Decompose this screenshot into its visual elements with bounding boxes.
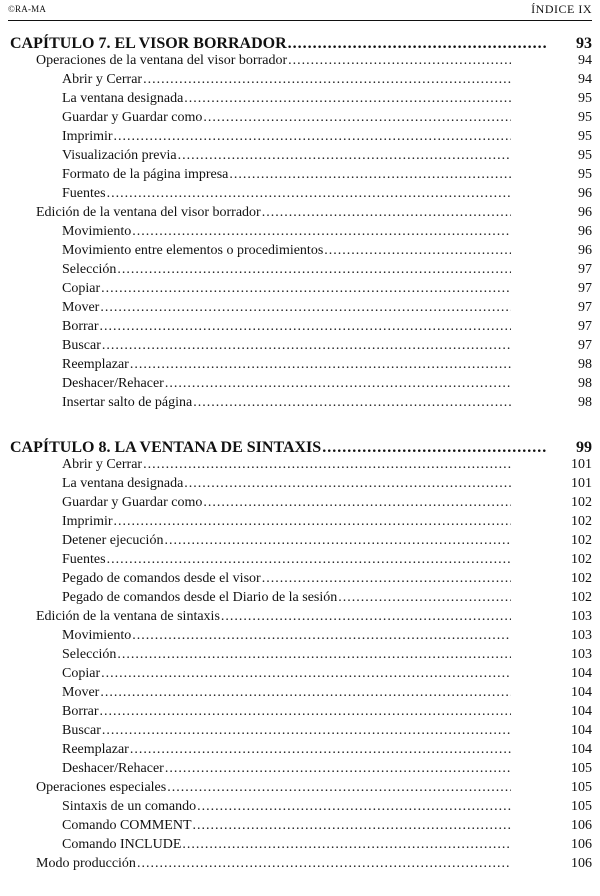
toc-entry-title: Pegado de comandos desde el visor <box>62 571 261 586</box>
toc-subsection-entry <box>62 533 592 549</box>
toc-entry-page-number: 103 <box>571 628 592 643</box>
dot-leader <box>130 742 511 758</box>
toc-entry-title: Sintaxis de un comando <box>62 799 197 814</box>
toc-entry-page-number: 104 <box>571 685 592 700</box>
toc-subsection-entry <box>62 395 592 411</box>
toc-entry-title: Buscar <box>62 723 101 738</box>
dot-leader <box>203 110 511 126</box>
toc-entry-page-number: 93 <box>576 35 592 52</box>
toc-entry-title: Edición de la ventana del visor borrador <box>36 205 261 220</box>
toc-entry-page-number: 102 <box>571 533 592 548</box>
toc-entry-title: Visualización previa <box>62 148 177 163</box>
toc-entry-title: Selección <box>62 647 117 662</box>
toc-section-entry <box>36 856 592 872</box>
toc-entry-title: Reemplazar <box>62 742 129 757</box>
dot-leader <box>101 666 511 682</box>
toc-subsection-entry <box>62 300 592 316</box>
dot-leader <box>193 395 511 411</box>
toc-entry-page-number: 106 <box>571 856 592 871</box>
toc-subsection-entry <box>62 799 592 815</box>
dot-leader <box>193 818 512 834</box>
toc-subsection-entry <box>62 837 592 853</box>
toc-subsection-entry <box>62 243 592 259</box>
toc-entry-title: Copiar <box>62 666 101 681</box>
dot-leader <box>130 357 511 373</box>
toc-entry-page-number: 99 <box>576 439 592 456</box>
dot-leader <box>297 0 511 2</box>
toc-entry-page-number: 106 <box>571 818 592 833</box>
dot-leader <box>322 439 547 457</box>
toc-entry-page-number: 103 <box>571 609 592 624</box>
toc-entry-page-number <box>512 0 592 2</box>
toc-entry-page-number: 101 <box>571 476 592 491</box>
toc-entry-title: Detener ejecución <box>62 533 164 548</box>
toc-entry-page-number: 95 <box>578 167 592 182</box>
toc-subsection-entry <box>62 476 592 492</box>
dot-leader <box>165 761 511 777</box>
toc-entry-title: Formato de la página impresa <box>62 167 229 182</box>
toc-entry-title: Fuentes <box>62 552 106 567</box>
toc-entry-title: Reemplazar <box>62 357 129 372</box>
dot-leader <box>107 552 511 568</box>
dot-leader <box>114 514 511 530</box>
toc-entry-title: La ventana designada <box>62 476 184 491</box>
toc-section-entry <box>36 205 592 221</box>
dot-leader <box>184 476 511 492</box>
running-title: ÍNDICE IX <box>531 2 592 16</box>
toc-entry-title: Edición de la ventana de sintaxis <box>36 609 220 624</box>
toc-section-entry <box>36 609 592 625</box>
dot-leader <box>178 148 511 164</box>
dot-leader <box>182 837 511 853</box>
toc-subsection-entry <box>62 514 592 530</box>
toc-subsection-entry <box>62 571 592 587</box>
toc-entry-page-number: 102 <box>571 514 592 529</box>
toc-subsection-entry <box>62 761 592 777</box>
toc-entry-page-number: 104 <box>571 742 592 757</box>
toc-entry-page-number: 97 <box>578 319 592 334</box>
toc-entry-page-number: 97 <box>578 300 592 315</box>
dot-leader <box>101 281 511 297</box>
dot-leader <box>167 780 511 796</box>
dot-leader <box>102 338 511 354</box>
publisher-mark: ©RA-MA <box>8 4 47 14</box>
toc-subsection-entry <box>62 376 592 392</box>
toc-subsection-entry <box>62 319 592 335</box>
toc-subsection-entry <box>62 167 592 183</box>
dot-leader <box>137 856 511 872</box>
toc-entry-page-number: 97 <box>578 262 592 277</box>
toc-entry-page-number: 96 <box>578 243 592 258</box>
toc-entry-page-number: 102 <box>571 552 592 567</box>
dot-leader <box>114 129 511 145</box>
toc-section-entry <box>36 780 592 796</box>
dot-leader <box>100 319 511 335</box>
toc-subsection-entry <box>62 262 592 278</box>
toc-subsection-entry <box>62 148 592 164</box>
toc-entry-page-number: 96 <box>578 186 592 201</box>
toc-entry-title: Deshacer/Rehacer <box>62 376 164 391</box>
toc-entry-title: Mover <box>62 300 100 315</box>
toc-entry-title: Movimiento <box>62 224 132 239</box>
dot-leader <box>324 243 511 259</box>
toc-entry-page-number: 106 <box>571 837 592 852</box>
toc-entry-page-number: 97 <box>578 338 592 353</box>
dot-leader <box>197 799 511 815</box>
toc-entry-page-number: 96 <box>578 224 592 239</box>
toc-subsection-entry <box>62 818 592 834</box>
dot-leader <box>221 609 511 625</box>
dot-leader <box>184 91 511 107</box>
toc-entry-page-number: 104 <box>571 666 592 681</box>
toc-chapter-entry <box>10 439 592 457</box>
toc-entry-title: Fuentes <box>62 186 106 201</box>
toc-entry-page-number: 94 <box>578 53 592 68</box>
toc-entry-title: La ventana designada <box>62 91 184 106</box>
dot-leader <box>338 590 511 606</box>
toc-entry-page-number: 101 <box>571 457 592 472</box>
dot-leader <box>288 53 511 69</box>
dot-leader <box>102 723 511 739</box>
toc-entry-title: Guardar y Guardar como <box>62 495 203 510</box>
dot-leader <box>288 35 547 53</box>
dot-leader <box>117 647 511 663</box>
toc-entry-title: Mover <box>62 685 100 700</box>
toc-subsection-entry <box>62 666 592 682</box>
toc-entry-title: Buscar <box>62 338 101 353</box>
toc-entry-page-number: 97 <box>578 281 592 296</box>
toc-entry-title: Borrar <box>62 319 99 334</box>
toc-entry-title: Deshacer/Rehacer <box>62 761 164 776</box>
toc-entry-title: Comando COMMENT <box>62 818 192 833</box>
toc-subsection-entry <box>62 186 592 202</box>
toc-subsection-entry <box>62 495 592 511</box>
toc-entry-title: Pegado de comandos desde el Diario de la sesión <box>62 590 338 605</box>
toc-subsection-entry <box>62 742 592 758</box>
dot-leader <box>203 495 511 511</box>
toc-subsection-entry <box>62 357 592 373</box>
toc-subsection-entry <box>62 110 592 126</box>
toc-entry-page-number: 104 <box>571 723 592 738</box>
toc-subsection-entry <box>62 590 592 606</box>
toc-entry-title: CAPÍTULO 8. LA VENTANA DE SINTAXIS <box>10 439 322 456</box>
toc-subsection-entry <box>62 628 592 644</box>
toc-entry-page-number: 95 <box>578 91 592 106</box>
toc-entry-page-number: 104 <box>571 704 592 719</box>
toc-subsection-entry <box>62 91 592 107</box>
toc-chapter-entry <box>10 35 592 53</box>
toc-subsection-entry <box>62 552 592 568</box>
toc-entry-page-number: 94 <box>578 72 592 87</box>
toc-entry-title: Modo producción <box>36 856 136 871</box>
toc-subsection-entry <box>62 685 592 701</box>
toc-subsection-entry <box>62 224 592 240</box>
toc-entry-page-number: 95 <box>578 148 592 163</box>
toc-subsection-entry <box>62 281 592 297</box>
toc-entry-page-number: 98 <box>578 395 592 410</box>
toc-entry-title: Copiar <box>62 281 101 296</box>
toc-entry-page-number: 98 <box>578 376 592 391</box>
dot-leader <box>262 205 511 221</box>
toc-entry-title: Selección <box>62 262 117 277</box>
toc-subsection-entry <box>62 457 592 473</box>
toc-entry-title: Comando INCLUDE <box>62 837 182 852</box>
toc-subsection-entry <box>62 647 592 663</box>
toc-entry-page-number: 105 <box>571 780 592 795</box>
dot-leader <box>132 628 511 644</box>
dot-leader <box>143 72 511 88</box>
toc-subsection-entry <box>62 129 592 145</box>
toc-subsection-entry <box>62 704 592 720</box>
dot-leader <box>165 376 511 392</box>
toc-entry-title: Insertar salto de página <box>62 395 193 410</box>
toc-entry-page-number: 102 <box>571 590 592 605</box>
toc-entry-title: Imprimir <box>62 514 113 529</box>
toc-entry-title: CAPÍTULO 7. EL VISOR BORRADOR <box>10 35 287 52</box>
dot-leader <box>164 533 511 549</box>
toc-entry-page-number: 95 <box>578 129 592 144</box>
toc-entry-title: Operaciones de la ventana del visor borrador <box>36 53 288 68</box>
toc-entry-title: Borrar <box>62 704 99 719</box>
toc-entry-title: Imprimir <box>62 129 113 144</box>
toc-entry-title: Operaciones especiales <box>36 780 167 795</box>
dot-leader <box>100 704 511 720</box>
toc-entry-page-number: 103 <box>571 647 592 662</box>
toc-subsection-entry <box>62 723 592 739</box>
dot-leader <box>117 262 511 278</box>
toc-entry-title: Guardar y Guardar como <box>62 110 203 125</box>
toc-entry-page-number: 98 <box>578 357 592 372</box>
toc-entry-title: Abrir y Cerrar <box>62 72 143 87</box>
toc-entry-page-number: 102 <box>571 571 592 586</box>
toc-entry-page-number: 102 <box>571 495 592 510</box>
dot-leader <box>100 300 511 316</box>
toc-subsection-entry <box>62 72 592 88</box>
dot-leader <box>262 571 511 587</box>
toc-entry-title <box>36 0 296 2</box>
toc-entry-page-number: 96 <box>578 205 592 220</box>
toc-entry-title: Abrir y Cerrar <box>62 457 143 472</box>
toc-subsection-entry <box>62 338 592 354</box>
dot-leader <box>107 186 511 202</box>
dot-leader <box>132 224 511 240</box>
toc-entry-title: Movimiento <box>62 628 132 643</box>
dot-leader <box>229 167 511 183</box>
toc-entry-title: Movimiento entre elementos o procedimientos <box>62 243 324 258</box>
toc-entry-page-number: 105 <box>571 761 592 776</box>
toc-entry-page-number: 95 <box>578 110 592 125</box>
dot-leader <box>100 685 511 701</box>
toc-entry-page-number: 105 <box>571 799 592 814</box>
toc-section-entry <box>36 0 592 2</box>
dot-leader <box>143 457 511 473</box>
toc-section-entry <box>36 53 592 69</box>
